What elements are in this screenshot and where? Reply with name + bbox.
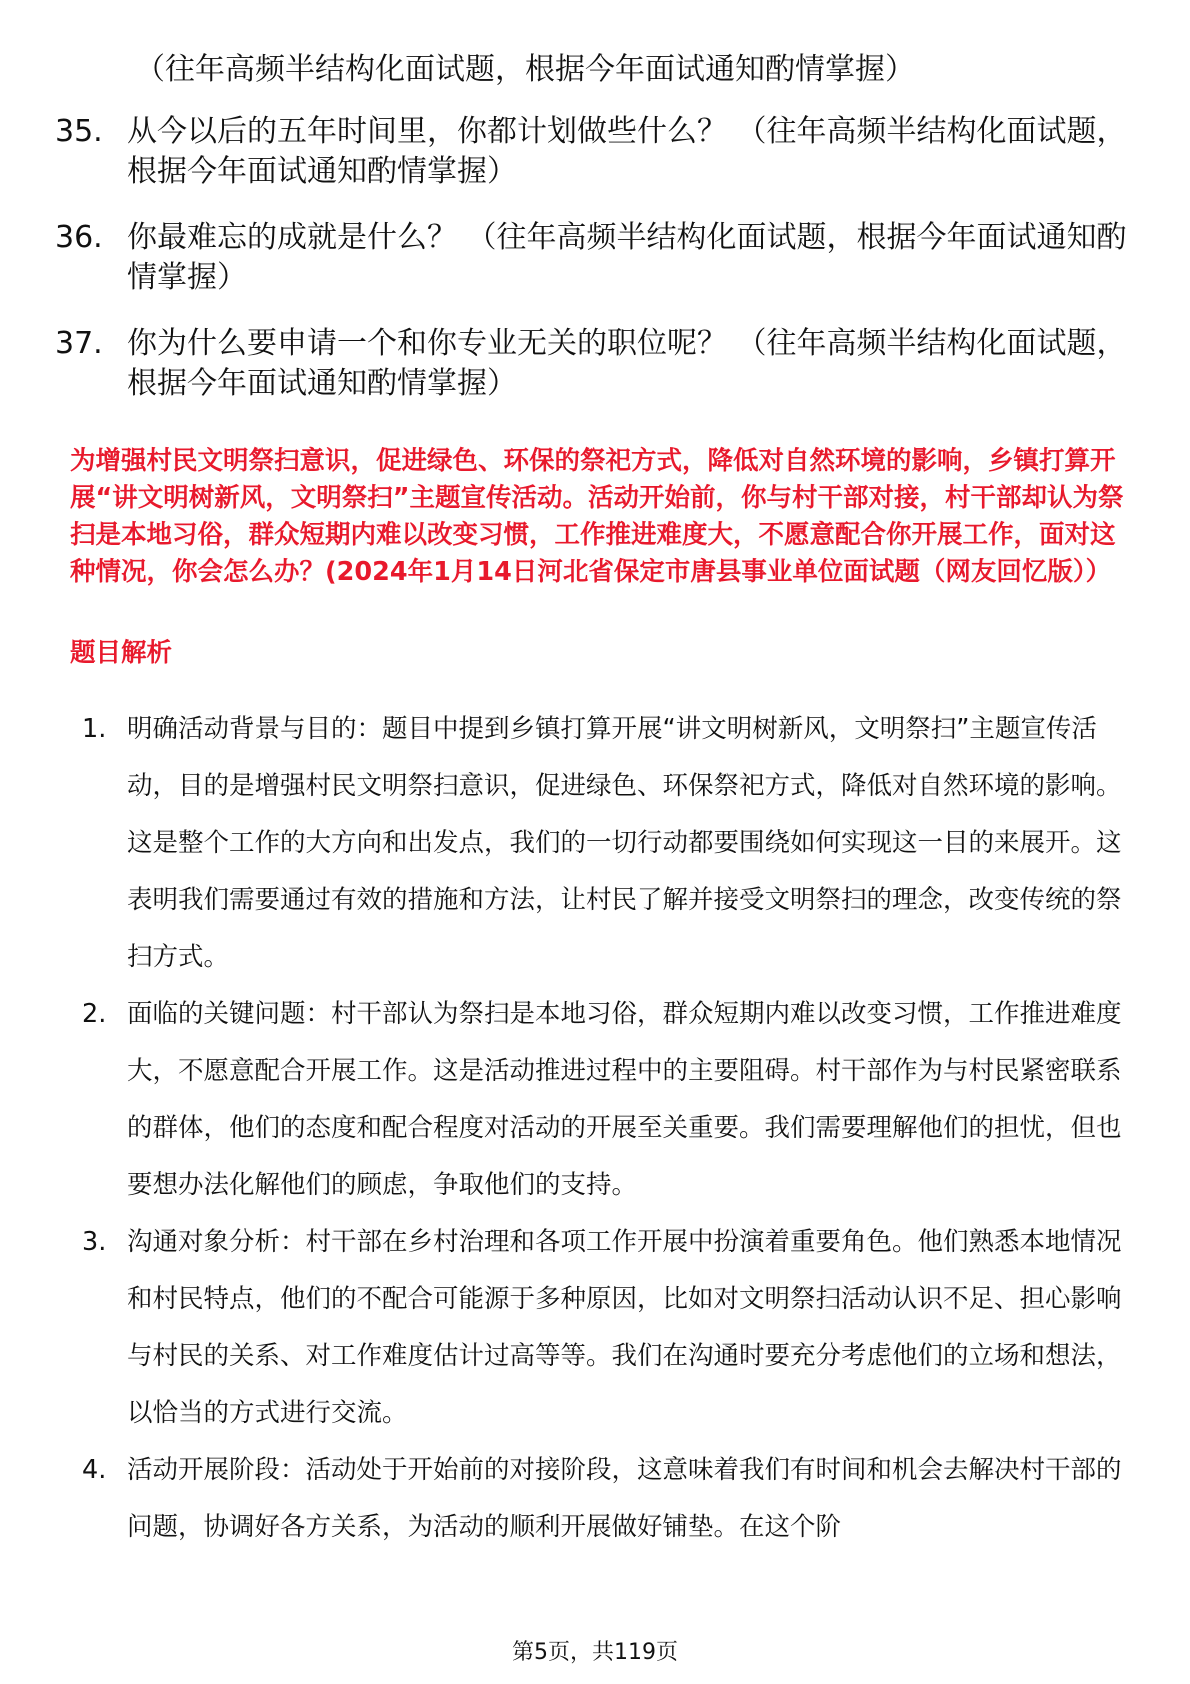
question-number: 37.	[55, 326, 103, 361]
analysis-text: 沟通对象分析：村干部在乡村治理和各项工作开展中扮演着重要角色。他们熟悉本地情况和村民特点，他们的不配合可能源于多种原因，比如对文明祭扫活动认识不足、担心影响与村民的关系、对工作难度估计过高等等。我们在沟通时要充分考虑他们的立场和想法，以恰当的方式进行交流。	[127, 1227, 1122, 1428]
analysis-list	[82, 701, 1132, 1556]
question-text: 从今以后的五年时间里，你都计划做些什么？ （往年高频半结构化面试题，根据今年面试通知酌情掌握）	[127, 114, 1127, 189]
page-footer: 第5页，共119页	[512, 1640, 678, 1665]
question-text: 你为什么要申请一个和你专业无关的职位呢？ （往年高频半结构化面试题，根据今年面试通知酌情掌握）	[127, 326, 1127, 401]
analysis-heading: 题目解析	[70, 638, 173, 668]
analysis-text: 明确活动背景与目的：题目中提到乡镇打算开展“讲文明树新风，文明祭扫”主题宣传活动，目的是增强村民文明祭扫意识，促进绿色、环保祭祀方式，降低对自然环境的影响。这是整个工作的大方向和出发点，我们的一切行动都要围绕如何实现这一目的来展开。这表明我们需要通过有效的措施和方法，让村民了解并接受文明祭扫的理念，改变传统的祭扫方式。	[127, 714, 1122, 972]
analysis-number: 2.	[82, 999, 107, 1029]
analysis-number: 3.	[82, 1227, 107, 1257]
analysis-item	[82, 701, 1132, 986]
question-number: 36.	[55, 220, 103, 255]
question-number: 35.	[55, 114, 103, 149]
question-list	[55, 112, 1135, 430]
highlighted-question: 为增强村民文明祭扫意识，促进绿色、环保的祭祀方式，降低对自然环境的影响，乡镇打算开展“讲文明树新风，文明祭扫”主题宣传活动。活动开始前，你与村干部对接，村干部却认为祭扫是本地习俗，群众短期内难以改变习惯，工作推进难度大，不愿意配合你开展工作，面对这种情况，你会怎么办？(2024年1月14日河北省保定市唐县事业单位面试题（网友回忆版））	[70, 446, 1124, 587]
analysis-text: 活动开展阶段：活动处于开始前的对接阶段，这意味着我们有时间和机会去解决村干部的问题，协调好各方关系，为活动的顺利开展做好铺垫。在这个阶	[127, 1455, 1122, 1542]
analysis-item	[82, 1442, 1132, 1556]
analysis-item	[82, 1214, 1132, 1442]
question-item	[55, 218, 1135, 298]
question-item	[55, 324, 1135, 404]
analysis-item	[82, 986, 1132, 1214]
question-text: 你最难忘的成就是什么？ （往年高频半结构化面试题，根据今年面试通知酌情掌握）	[127, 220, 1127, 295]
continuation-text: （往年高频半结构化面试题，根据今年面试通知酌情掌握）	[135, 52, 915, 87]
analysis-text: 面临的关键问题：村干部认为祭扫是本地习俗，群众短期内难以改变习惯，工作推进难度大，不愿意配合开展工作。这是活动推进过程中的主要阻碍。村干部作为与村民紧密联系的群体，他们的态度和配合程度对活动的开展至关重要。我们需要理解他们的担忧，但也要想办法化解他们的顾虑，争取他们的支持。	[127, 999, 1122, 1200]
analysis-number: 4.	[82, 1455, 107, 1485]
analysis-number: 1.	[82, 714, 107, 744]
question-item	[55, 112, 1135, 192]
